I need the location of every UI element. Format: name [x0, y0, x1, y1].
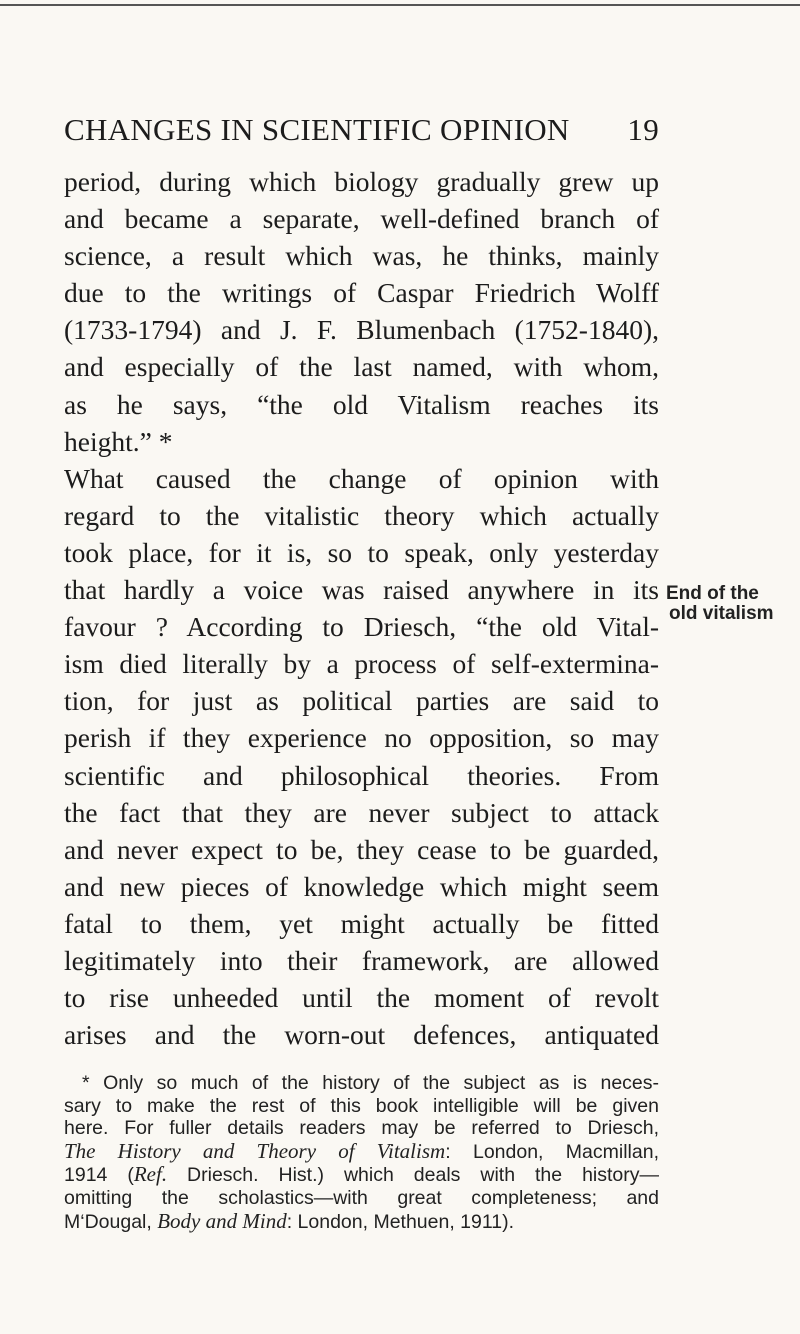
text-line: and especially of the last named, with whom, [64, 351, 659, 383]
footnote-text: 1914 ( [64, 1164, 134, 1187]
text-line: What caused the change of opinion with [64, 462, 659, 494]
footnote-text: : London, Methuen, 1911). [286, 1210, 515, 1233]
text-line: that hardly a voice was raised anywhere in its [64, 574, 659, 606]
body-text [64, 163, 659, 1053]
top-rule [0, 4, 800, 6]
text-line: to rise unheeded until the moment of revolt [64, 982, 659, 1014]
book-title: Body and Mind [157, 1208, 287, 1233]
margin-note-line: End of the [666, 583, 759, 604]
footnote-line: sary to make the rest of this book intelligible will be given [64, 1094, 659, 1117]
text-line: scientific and philosophical theories. From [64, 759, 659, 791]
footnote-line [64, 1140, 659, 1164]
text-line: (1733-1794) and J. F. Blumenbach (1752-1840), [64, 314, 659, 346]
text-line: and never expect to be, they cease to be guarded, [64, 833, 659, 865]
text-line: period, during which biology gradually grew up [64, 166, 659, 197]
footnote-line: here. For fuller details readers may be referred to Driesch, [64, 1117, 659, 1140]
footnote-line: omitting the scholastics—with great completeness; and [64, 1186, 659, 1209]
text-line: fatal to them, yet might actually be fitted [64, 907, 659, 939]
text-line: arises and the worn-out defences, antiquated [64, 1019, 659, 1051]
text-line: took place, for it is, so to speak, only yesterday [64, 536, 659, 568]
footnote-text: Driesch. Hist.) which deals with the history— [167, 1164, 660, 1187]
footnote-text: M‘Dougal, [64, 1210, 158, 1233]
text-line: legitimately into their framework, are allowed [64, 944, 659, 976]
text-line: and new pieces of knowledge which might seem [64, 870, 659, 902]
page-number: 19 [627, 112, 659, 147]
footnote-line [64, 1163, 659, 1187]
footnote-line [64, 1210, 659, 1234]
text-line: the fact that they are never subject to attack [64, 796, 659, 828]
text-line: ism died literally by a process of self-extermina- [64, 648, 659, 680]
margin-note [666, 584, 800, 624]
text-line: perish if they experience no opposition, so may [64, 722, 659, 754]
book-title: The History and Theory of Vitalism [64, 1138, 446, 1163]
text-line: due to the writings of Caspar Friedrich Wolff [64, 277, 659, 309]
text-line: favour ? According to Driesch, “the old Vital- [64, 611, 659, 643]
footnote-line: * Only so much of the history of the subject as is neces- [82, 1072, 659, 1094]
text-line: and became a separate, well-defined branch of [64, 203, 659, 235]
text-line: as he says, “the old Vitalism reaches its [64, 388, 659, 420]
header-title: CHANGES IN SCIENTIFIC OPINION [64, 112, 570, 147]
text-line: science, a result which was, he thinks, mainly [64, 240, 659, 272]
ref-label: Ref. [133, 1162, 168, 1187]
text-line: tion, for just as political parties are said to [64, 685, 659, 717]
text-line: regard to the vitalistic theory which actually [64, 499, 659, 531]
running-header [64, 112, 659, 152]
footnote-text: : London, Macmillan, [445, 1140, 659, 1163]
margin-note-line: old vitalism [669, 603, 774, 624]
text-line: height.” * [64, 425, 173, 457]
footnote [64, 1072, 659, 1233]
